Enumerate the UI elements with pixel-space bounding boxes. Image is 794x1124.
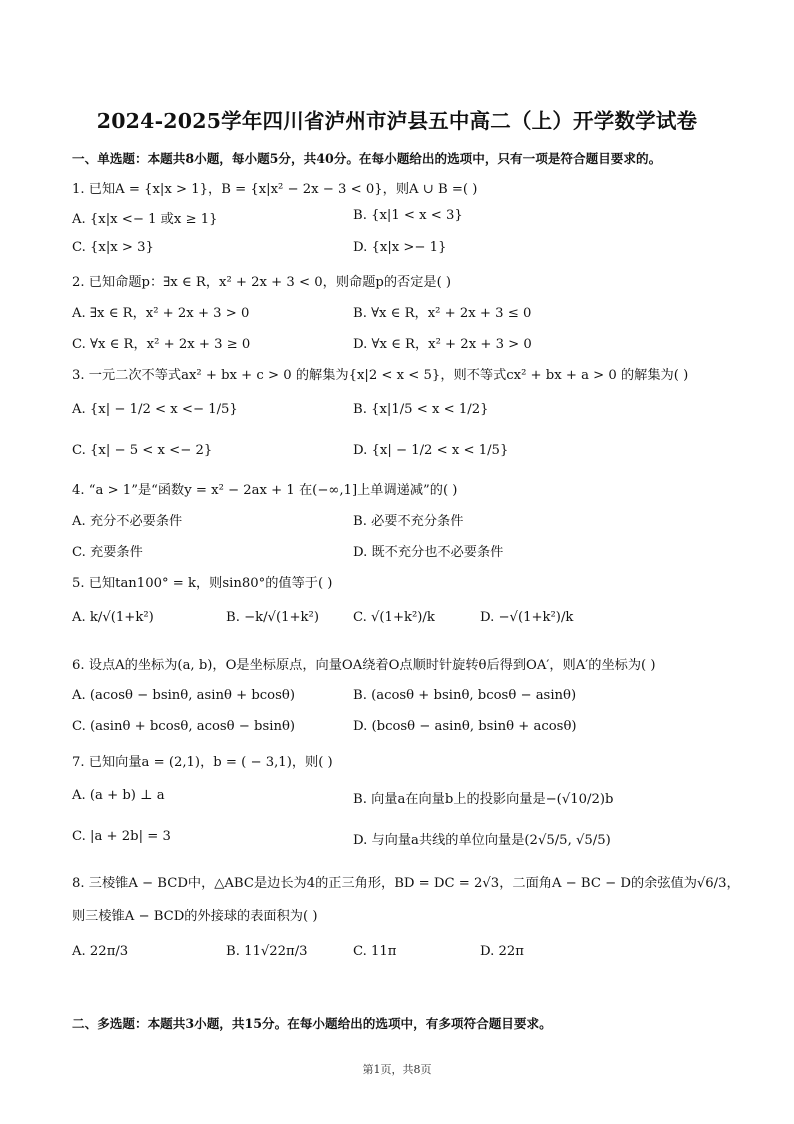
question-3-option-b: B. {x|1/5 < x < 1/2} (353, 402, 489, 417)
question-6-option-a: A. (acosθ − bsinθ, asinθ + bcosθ) (72, 688, 295, 703)
question-8-option-c: C. 11π (353, 944, 397, 959)
question-4-option-b: B. 必要不充分条件 (353, 514, 464, 529)
question-1-option-b: B. {x|1 < x < 3} (353, 208, 463, 223)
question-7-option-a: A. (a + b) ⊥ a (72, 788, 165, 803)
page-title: 2024-2025学年四川省泸州市泸县五中高二（上）开学数学试卷 (96, 109, 698, 133)
question-2-option-b: B. ∀x ∈ R，x² + 2x + 3 ≤ 0 (353, 306, 532, 321)
question-2-option-d: D. ∀x ∈ R，x² + 2x + 3 > 0 (353, 337, 532, 352)
question-4-option-d: D. 既不充分也不必要条件 (353, 545, 504, 560)
question-5-stem: 5. 已知tan100° = k，则sin80°的值等于( ) (72, 576, 333, 591)
question-4-stem: 4. “a > 1”是“函数y = x² − 2ax + 1 在(−∞,1]上单调递减”的( ) (72, 483, 458, 498)
question-6-option-b: B. (acosθ + bsinθ, bcosθ − asinθ) (353, 688, 577, 703)
question-4-option-a: A. 充分不必要条件 (72, 514, 183, 529)
section-heading-multiple-choice: 二、多选题：本题共3小题，共15分。在每小题给出的选项中，有多项符合题目要求。 (72, 1016, 552, 1031)
question-6-option-c: C. (asinθ + bcosθ, acosθ − bsinθ) (72, 719, 296, 734)
question-8-option-d: D. 22π (480, 944, 524, 959)
question-5-option-b: B. −k/√(1+k²) (226, 610, 319, 625)
question-2-option-a: A. ∃x ∈ R，x² + 2x + 3 > 0 (72, 306, 250, 321)
question-7-option-d: D. 与向量a共线的单位向量是(2√5/5, √5/5) (353, 833, 611, 848)
question-4-option-c: C. 充要条件 (72, 545, 143, 560)
question-5-option-d: D. −√(1+k²)/k (480, 610, 574, 625)
section-heading-single-choice: 一、单选题：本题共8小题，每小题5分，共40分。在每小题给出的选项中，只有一项是符合题目要求的。 (72, 151, 662, 166)
question-3-option-d: D. {x| − 1/2 < x < 1/5} (353, 443, 509, 458)
question-6-stem: 6. 设点A的坐标为(a, b)，O是坐标原点，向量OA绕着O点顺时针旋转θ后得到OA′，则A′的坐标为( ) (72, 658, 656, 673)
question-1-option-d: D. {x|x >− 1} (353, 240, 447, 255)
question-8-option-b: B. 11√22π/3 (226, 944, 308, 959)
question-8-option-a: A. 22π/3 (72, 944, 129, 959)
question-1-option-c: C. {x|x > 3} (72, 240, 154, 255)
page-footer: 第1页，共8页 (362, 1063, 432, 1076)
question-2-stem: 2. 已知命题p：∃x ∈ R，x² + 2x + 3 < 0，则命题p的否定是( ) (72, 275, 452, 290)
question-3-stem: 3. 一元二次不等式ax² + bx + c > 0 的解集为{x|2 < x < 5}，则不等式cx² + bx + a > 0 的解集为( ) (72, 368, 689, 383)
question-3-option-a: A. {x| − 1/2 < x <− 1/5} (72, 402, 238, 417)
question-3-option-c: C. {x| − 5 < x <− 2} (72, 443, 213, 458)
question-1-option-a: A. {x|x <− 1 或x ≥ 1} (72, 212, 218, 227)
question-5-option-a: A. k/√(1+k²) (72, 610, 154, 625)
question-6-option-d: D. (bcosθ − asinθ, bsinθ + acosθ) (353, 719, 577, 734)
question-7-option-b: B. 向量a在向量b上的投影向量是−(√10/2)b (353, 792, 614, 807)
question-5-option-c: C. √(1+k²)/k (353, 610, 435, 625)
question-7-stem: 7. 已知向量a = (2,1)，b = ( − 3,1)，则( ) (72, 755, 333, 770)
question-8-stem-continued: 则三棱锥A − BCD的外接球的表面积为( ) (72, 909, 318, 924)
question-8-stem: 8. 三棱锥A − BCD中，△ABC是边长为4的正三角形，BD = DC = 2√3，二面角A − BC − D的余弦值为√6/3， (72, 876, 740, 891)
question-7-option-c: C. |a + 2b| = 3 (72, 829, 171, 844)
question-1-stem: 1. 已知A = {x|x > 1}，B = {x|x² − 2x − 3 < 0}，则A ∪ B =( ) (72, 182, 478, 197)
question-2-option-c: C. ∀x ∈ R，x² + 2x + 3 ≥ 0 (72, 337, 251, 352)
